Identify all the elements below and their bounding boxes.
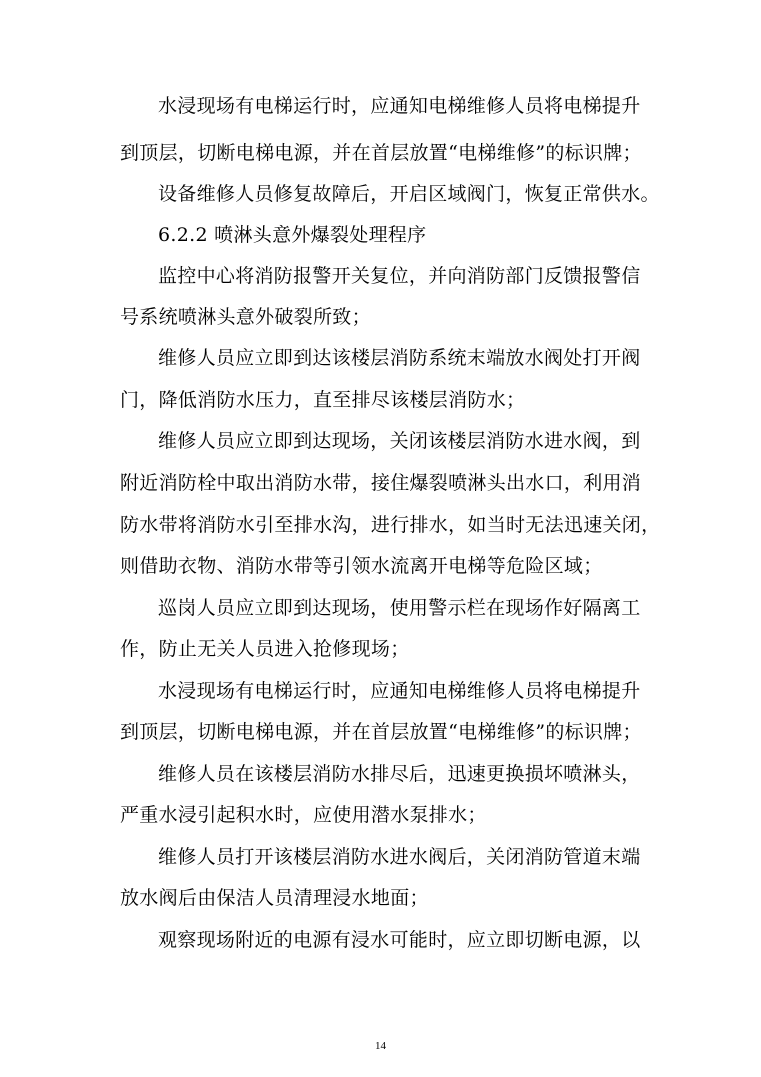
paragraph-line: 维修人员应立即到达现场，关闭该楼层消防水进水阀，到 <box>158 430 641 452</box>
paragraph-line: 水浸现场有电梯运行时，应通知电梯维修人员将电梯提升 <box>158 95 641 117</box>
paragraph-line: 号系统喷淋头意外破裂所致； <box>120 306 371 328</box>
paragraph-line: 作，防止无关人员进入抢修现场； <box>120 638 410 660</box>
paragraph-line: 防水带将消防水引至排水沟，进行排水，如当时无法迅速关闭， <box>120 514 661 536</box>
paragraph-line: 严重水浸引起积水时，应使用潜水泵排水； <box>120 804 487 826</box>
paragraph-line: 设备维修人员修复故障后，开启区域阀门，恢复正常供水。 <box>158 183 660 205</box>
paragraph-line: 观察现场附近的电源有浸水可能时，应立即切断电源，以 <box>158 929 641 951</box>
paragraph-line: 水浸现场有电梯运行时，应通知电梯维修人员将电梯提升 <box>158 680 641 702</box>
paragraph-line: 监控中心将消防报警开关复位，并向消防部门反馈报警信 <box>158 265 641 287</box>
paragraph-line: 则借助衣物、消防水带等引领水流离开电梯等危险区域； <box>120 555 603 577</box>
paragraph-line: 放水阀后由保洁人员清理浸水地面； <box>120 887 429 909</box>
page-number: 14 <box>375 1040 386 1052</box>
paragraph-line: 巡岗人员应立即到达现场，使用警示栏在现场作好隔离工 <box>158 597 641 619</box>
paragraph-line: 到顶层，切断电梯电源，并在首层放置“电梯维修”的标识牌； <box>120 721 642 743</box>
paragraph-line: 维修人员打开该楼层消防水进水阀后，关闭消防管道末端 <box>158 846 641 868</box>
paragraph-line: 到顶层，切断电梯电源，并在首层放置“电梯维修”的标识牌； <box>120 142 642 164</box>
paragraph-line: 维修人员在该楼层消防水排尽后，迅速更换损坏喷淋头， <box>158 763 641 785</box>
paragraph-line: 附近消防栓中取出消防水带，接住爆裂喷淋头出水口，利用消 <box>120 472 642 494</box>
paragraph-line: 门，降低消防水压力，直至排尽该楼层消防水； <box>120 389 526 411</box>
paragraph-line: 维修人员应立即到达该楼层消防系统末端放水阀处打开阀 <box>158 347 641 369</box>
section-heading: 6.2.2 喷淋头意外爆裂处理程序 <box>158 224 427 246</box>
